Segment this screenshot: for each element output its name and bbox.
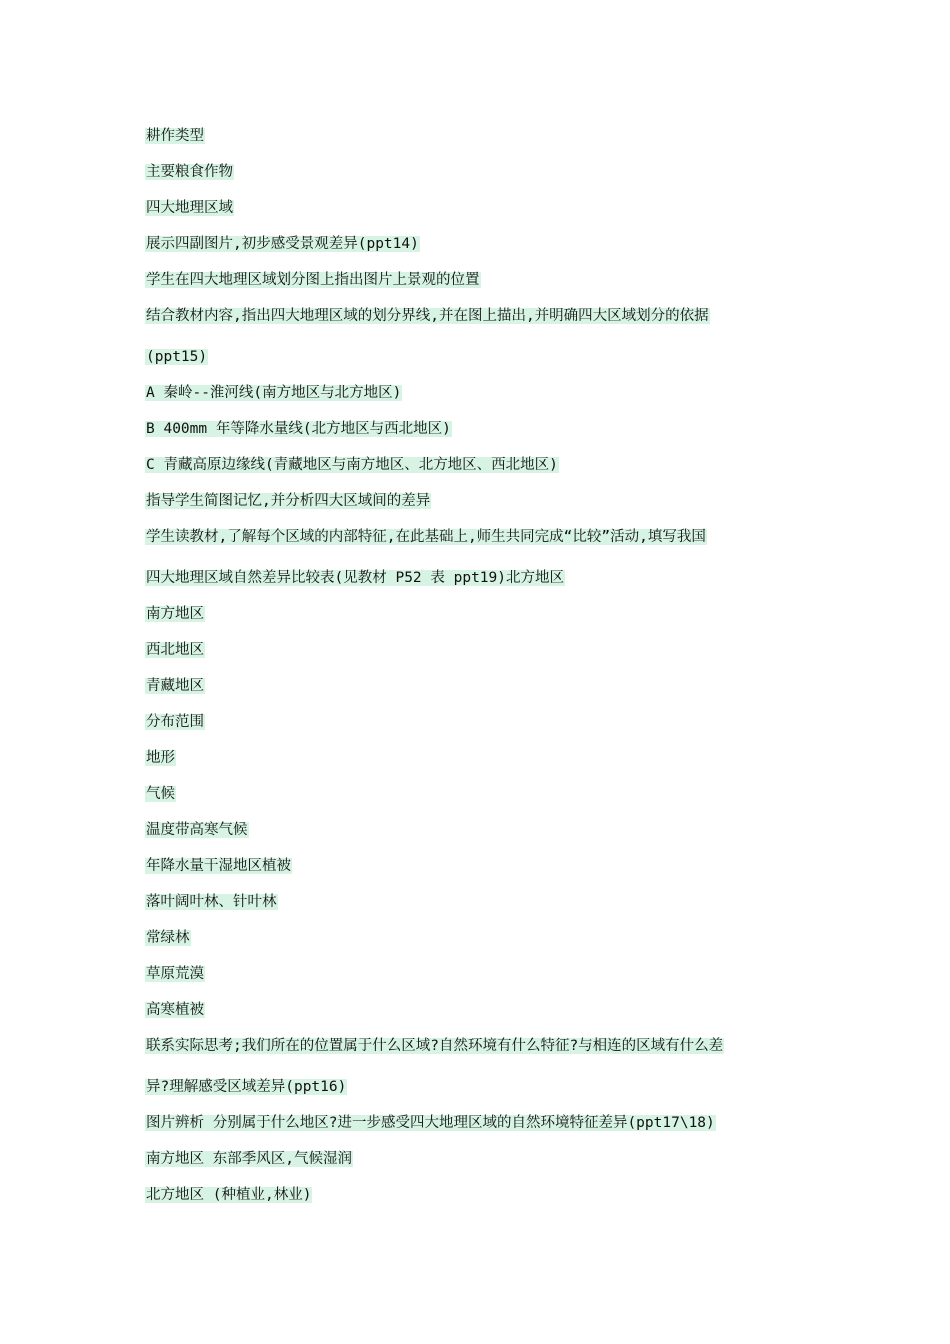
highlighted-text: B 400mm 年等降水量线(北方地区与西北地区) [146,421,451,437]
highlighted-text: 南方地区 东部季风区,气候湿润 [146,1151,352,1167]
highlighted-text: 草原荒漠 [146,966,204,982]
text-line [145,892,825,928]
text-line [145,306,825,347]
text-line [145,964,825,1000]
text-line [145,234,825,270]
highlighted-text: 年降水量干湿地区植被 [146,858,291,874]
highlighted-text: 指导学生简图记忆,并分析四大区域间的差异 [146,493,431,509]
text-line [145,1000,825,1036]
highlighted-text: A 秦岭--淮河线(南方地区与北方地区) [146,385,402,401]
highlighted-text: 结合教材内容,指出四大地理区域的划分界线,并在图上描出,并明确四大区域划分的依据 [146,308,709,324]
text-line [145,568,825,604]
text-line [145,820,825,856]
highlighted-text: 落叶阔叶林、针叶林 [146,894,277,910]
highlighted-text: 学生在四大地理区域划分图上指出图片上景观的位置 [146,272,480,288]
highlighted-text: 北方地区 (种植业,林业) [146,1187,312,1203]
text-line [145,347,825,383]
highlighted-text: C 青藏高原边缘线(青藏地区与南方地区、北方地区、西北地区) [146,457,558,473]
highlighted-text: 南方地区 [146,606,204,622]
text-line [145,1077,825,1113]
highlighted-text: 主要粮食作物 [146,164,233,180]
text-line [145,419,825,455]
text-line [145,1113,825,1149]
text-line [145,748,825,784]
highlighted-text: 高寒植被 [146,1002,204,1018]
highlighted-text: 四大地理区域自然差异比较表(见教材 P52 表 ppt19)北方地区 [146,570,564,586]
text-line [145,383,825,419]
highlighted-text: (ppt15) [146,349,208,365]
text-line [145,928,825,964]
highlighted-text: 耕作类型 [146,128,204,144]
highlighted-text: 气候 [146,786,175,802]
text-line [145,491,825,527]
highlighted-text: 展示四副图片,初步感受景观差异(ppt14) [146,236,419,252]
text-line [145,1149,825,1185]
highlighted-text: 四大地理区域 [146,200,233,216]
highlighted-text: 常绿林 [146,930,190,946]
text-line [145,527,825,568]
text-line [145,712,825,748]
highlighted-text: 图片辨析 分别属于什么地区?进一步感受四大地理区域的自然环境特征差异(ppt17\18) [146,1115,715,1131]
highlighted-text: 温度带高寒气候 [146,822,248,838]
highlighted-text: 青藏地区 [146,678,204,694]
text-line [145,198,825,234]
text-line [145,270,825,306]
highlighted-text: 学生读教材,了解每个区域的内部特征,在此基础上,师生共同完成“比较”活动,填写我国 [146,529,706,545]
text-line [145,784,825,820]
document-body [145,126,825,1221]
text-line [145,856,825,892]
highlighted-text: 地形 [146,750,175,766]
text-line [145,640,825,676]
text-line [145,1185,825,1221]
highlighted-text: 分布范围 [146,714,204,730]
text-line [145,126,825,162]
text-line [145,455,825,491]
text-line [145,1036,825,1077]
highlighted-text: 异?理解感受区域差异(ppt16) [146,1079,347,1095]
text-line [145,162,825,198]
text-line [145,604,825,640]
highlighted-text: 西北地区 [146,642,204,658]
highlighted-text: 联系实际思考;我们所在的位置属于什么区域?自然环境有什么特征?与相连的区域有什么差 [146,1038,724,1054]
text-line [145,676,825,712]
